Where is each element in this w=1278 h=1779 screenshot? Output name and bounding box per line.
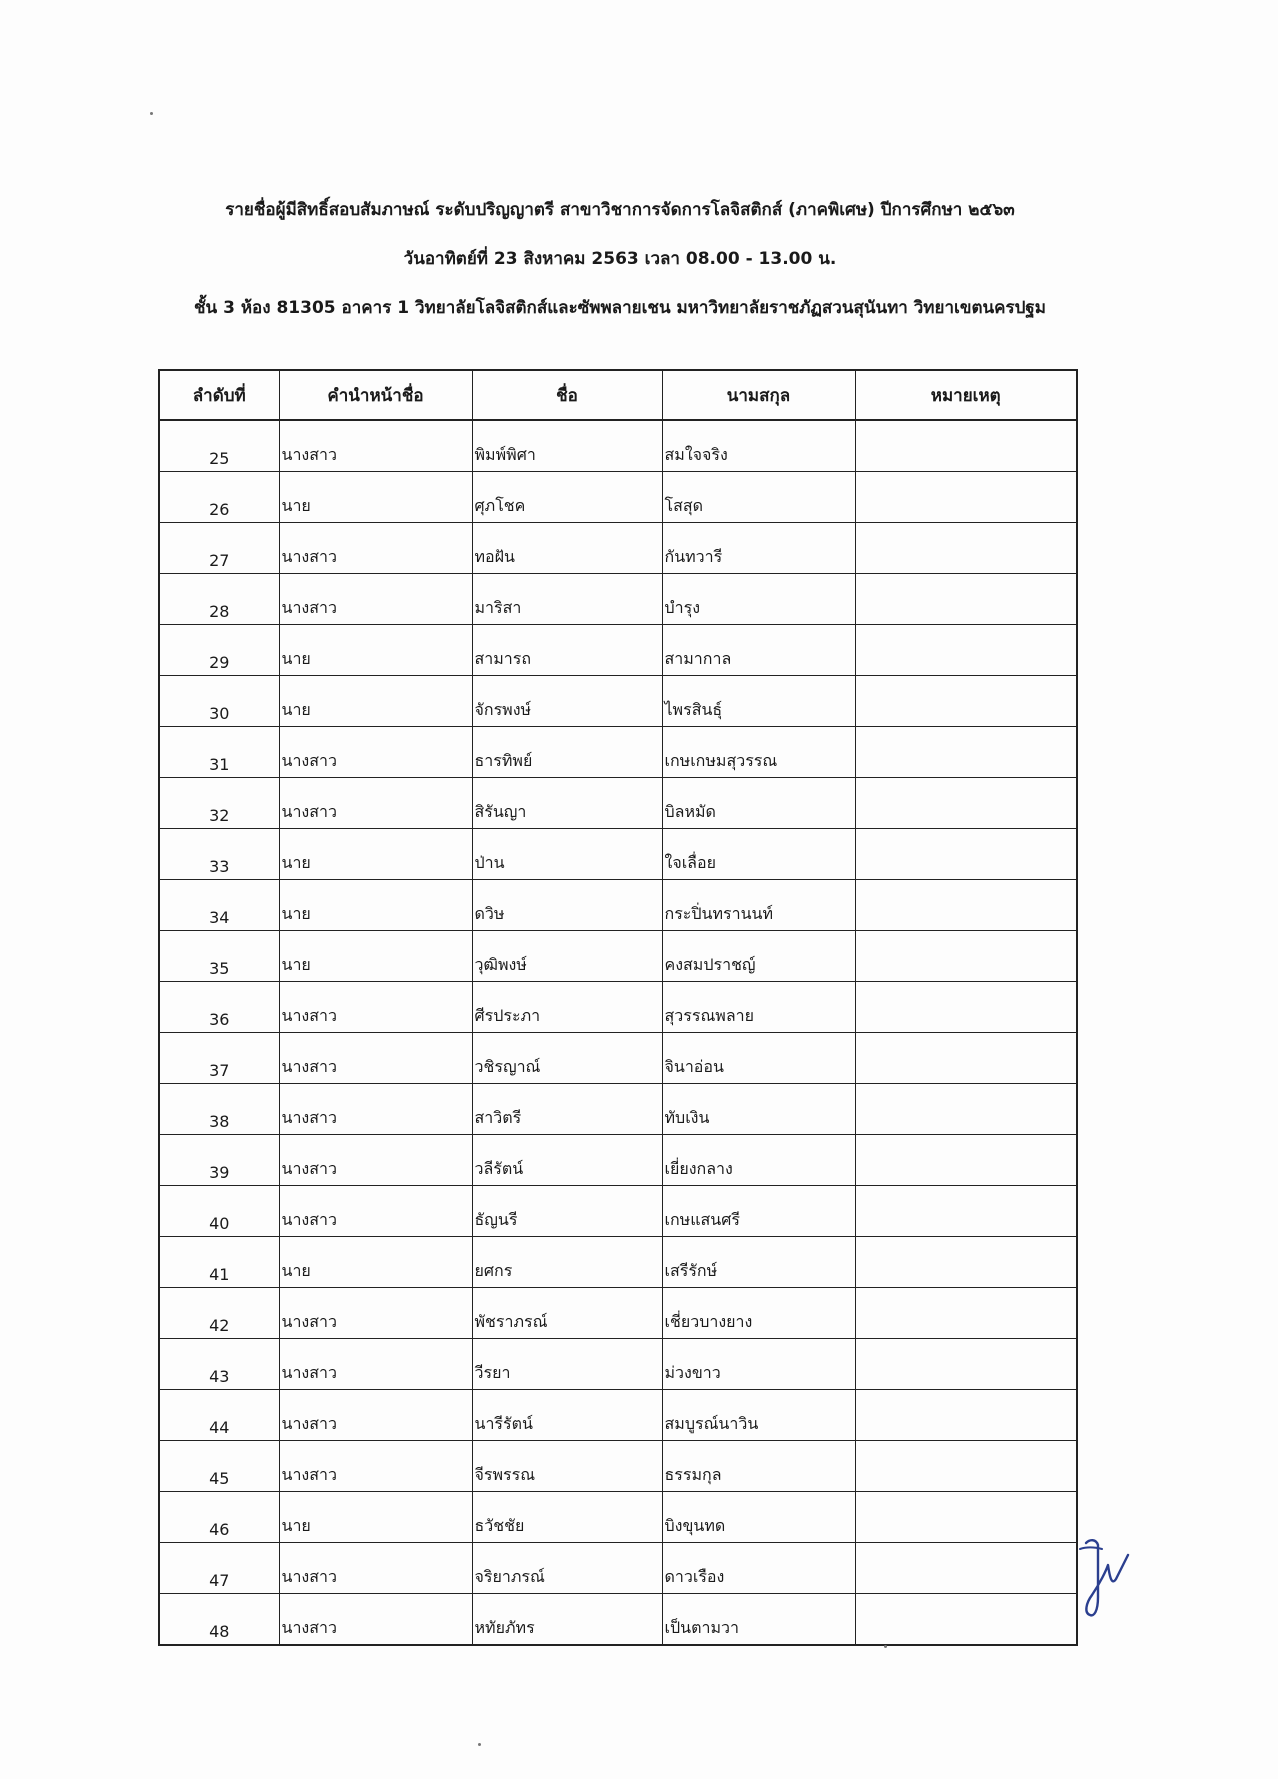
cell-first-name: หทัยภัทร [472,1594,662,1646]
table-row [159,727,1077,778]
cell-prefix: นาย [279,1237,472,1288]
table-row [159,1084,1077,1135]
cell-last-name: บำรุง [662,574,855,625]
cell-first-name: จริยาภรณ์ [472,1543,662,1594]
cell-last-name: ม่วงขาว [662,1339,855,1390]
cell-number: 38 [159,1084,279,1135]
cell-remarks [855,420,1077,472]
cell-first-name: ดวิษ [472,880,662,931]
cell-number: 32 [159,778,279,829]
table-row [159,829,1077,880]
cell-first-name: จักรพงษ์ [472,676,662,727]
cell-prefix: นางสาว [279,1594,472,1646]
cell-number: 47 [159,1543,279,1594]
cell-last-name: ใจเลื่อย [662,829,855,880]
cell-number: 43 [159,1339,279,1390]
cell-last-name: เชี่ยวบางยาง [662,1288,855,1339]
table-row [159,1441,1077,1492]
table-row [159,1186,1077,1237]
table-row [159,1288,1077,1339]
table-row [159,1033,1077,1084]
table-row [159,1594,1077,1646]
cell-remarks [855,1084,1077,1135]
cell-first-name: สาวิตรี [472,1084,662,1135]
column-header-first-name: ชื่อ [472,370,662,420]
cell-remarks [855,523,1077,574]
cell-remarks [855,472,1077,523]
table-row [159,676,1077,727]
cell-remarks [855,1594,1077,1646]
column-header-number: ลำดับที่ [159,370,279,420]
candidate-table [158,369,1078,1646]
cell-remarks [855,1492,1077,1543]
cell-number: 46 [159,1492,279,1543]
cell-number: 45 [159,1441,279,1492]
table-row [159,1390,1077,1441]
cell-number: 25 [159,420,279,472]
cell-remarks [855,625,1077,676]
table-row [159,574,1077,625]
cell-first-name: ธารทิพย์ [472,727,662,778]
cell-number: 40 [159,1186,279,1237]
cell-number: 36 [159,982,279,1033]
table-row [159,1237,1077,1288]
cell-last-name: สุวรรณพลาย [662,982,855,1033]
cell-last-name: เยี่ยงกลาง [662,1135,855,1186]
cell-remarks [855,1390,1077,1441]
cell-number: 42 [159,1288,279,1339]
cell-remarks [855,727,1077,778]
cell-prefix: นางสาว [279,1084,472,1135]
cell-number: 29 [159,625,279,676]
cell-prefix: นางสาว [279,1288,472,1339]
cell-last-name: บิลหมัด [662,778,855,829]
table-body [159,420,1077,1645]
cell-number: 37 [159,1033,279,1084]
cell-prefix: นางสาว [279,1543,472,1594]
table-row [159,982,1077,1033]
cell-remarks [855,982,1077,1033]
cell-remarks [855,778,1077,829]
cell-last-name: เกษเกษมสุวรรณ [662,727,855,778]
cell-prefix: นาย [279,625,472,676]
cell-prefix: นางสาว [279,1441,472,1492]
cell-prefix: นางสาว [279,420,472,472]
cell-remarks [855,1033,1077,1084]
cell-first-name: สิรันญา [472,778,662,829]
table-row [159,523,1077,574]
cell-last-name: จินาอ่อน [662,1033,855,1084]
scan-speck [884,1645,887,1648]
cell-prefix: นาย [279,880,472,931]
table-row [159,1135,1077,1186]
cell-first-name: ป่าน [472,829,662,880]
cell-prefix: นาย [279,1492,472,1543]
cell-first-name: นารีรัตน์ [472,1390,662,1441]
cell-remarks [855,1186,1077,1237]
table-row [159,420,1077,472]
column-header-prefix: คำนำหน้าชื่อ [279,370,472,420]
cell-remarks [855,574,1077,625]
signature-icon [1076,1535,1132,1625]
cell-first-name: ศุภโชค [472,472,662,523]
table-row [159,1492,1077,1543]
cell-prefix: นาย [279,472,472,523]
cell-last-name: กระปิ่นทรานนท์ [662,880,855,931]
cell-last-name: โสสุด [662,472,855,523]
cell-first-name: สามารถ [472,625,662,676]
cell-last-name: ดาวเรือง [662,1543,855,1594]
cell-last-name: คงสมปราชญ์ [662,931,855,982]
cell-number: 44 [159,1390,279,1441]
cell-remarks [855,676,1077,727]
cell-prefix: นางสาว [279,1033,472,1084]
table-row [159,931,1077,982]
cell-number: 41 [159,1237,279,1288]
cell-number: 27 [159,523,279,574]
table-row [159,880,1077,931]
document-title: รายชื่อผู้มีสิทธิ์สอบสัมภาษณ์ ระดับปริญญาตรี สาขาวิชาการจัดการโลจิสติกส์ (ภาคพิเศษ) ปีการศึกษา ๒๕๖๓ [225,200,1015,220]
cell-first-name: จีรพรรณ [472,1441,662,1492]
cell-first-name: ยศกร [472,1237,662,1288]
cell-number: 35 [159,931,279,982]
cell-first-name: วุฒิพงษ์ [472,931,662,982]
cell-first-name: ศีรประภา [472,982,662,1033]
cell-prefix: นาย [279,931,472,982]
cell-first-name: พิมพ์พิศา [472,420,662,472]
cell-prefix: นาย [279,676,472,727]
cell-number: 31 [159,727,279,778]
cell-first-name: วชิรญาณ์ [472,1033,662,1084]
cell-first-name: ธัญนรี [472,1186,662,1237]
cell-first-name: วีรยา [472,1339,662,1390]
cell-remarks [855,880,1077,931]
cell-remarks [855,1339,1077,1390]
cell-first-name: พัชราภรณ์ [472,1288,662,1339]
cell-number: 33 [159,829,279,880]
cell-last-name: กันทวารี [662,523,855,574]
cell-prefix: นางสาว [279,1339,472,1390]
cell-first-name: วลีรัตน์ [472,1135,662,1186]
scan-speck [478,1743,481,1746]
table-row [159,1543,1077,1594]
column-header-last-name: นามสกุล [662,370,855,420]
cell-last-name: เป็นตามวา [662,1594,855,1646]
cell-remarks [855,829,1077,880]
cell-first-name: มาริสา [472,574,662,625]
cell-number: 34 [159,880,279,931]
cell-remarks [855,1135,1077,1186]
cell-prefix: นางสาว [279,1135,472,1186]
cell-number: 48 [159,1594,279,1646]
cell-last-name: บิงขุนทด [662,1492,855,1543]
table-row [159,778,1077,829]
cell-remarks [855,1237,1077,1288]
cell-prefix: นางสาว [279,727,472,778]
scan-speck [150,112,153,115]
cell-last-name: สมใจจริง [662,420,855,472]
table-header-row [159,370,1077,420]
exam-location: ชั้น 3 ห้อง 81305 อาคาร 1 วิทยาลัยโลจิสติกส์และซัพพลายเชน มหาวิทยาลัยราชภัฏสวนสุนันทา วิทยาเขตนครปฐม [194,298,1046,318]
cell-number: 26 [159,472,279,523]
exam-date-time: วันอาทิตย์ที่ 23 สิงหาคม 2563 เวลา 08.00 - 13.00 น. [403,249,837,269]
cell-prefix: นางสาว [279,1390,472,1441]
cell-remarks [855,1441,1077,1492]
table-row [159,1339,1077,1390]
cell-number: 30 [159,676,279,727]
cell-last-name: เกษแสนศรี [662,1186,855,1237]
cell-first-name: ทอฝัน [472,523,662,574]
column-header-remarks: หมายเหตุ [855,370,1077,420]
cell-remarks [855,1288,1077,1339]
cell-remarks [855,931,1077,982]
cell-prefix: นางสาว [279,778,472,829]
cell-last-name: ไพรสินธุ์ [662,676,855,727]
cell-last-name: ธรรมกุล [662,1441,855,1492]
cell-prefix: นางสาว [279,523,472,574]
cell-last-name: ทับเงิน [662,1084,855,1135]
cell-remarks [855,1543,1077,1594]
table-row [159,472,1077,523]
cell-prefix: นางสาว [279,1186,472,1237]
cell-prefix: นางสาว [279,982,472,1033]
cell-last-name: สามากาล [662,625,855,676]
cell-last-name: เสรีรักษ์ [662,1237,855,1288]
cell-prefix: นางสาว [279,574,472,625]
cell-first-name: ธวัชชัย [472,1492,662,1543]
cell-prefix: นาย [279,829,472,880]
cell-last-name: สมบูรณ์นาวิน [662,1390,855,1441]
table-row [159,625,1077,676]
cell-number: 39 [159,1135,279,1186]
cell-number: 28 [159,574,279,625]
